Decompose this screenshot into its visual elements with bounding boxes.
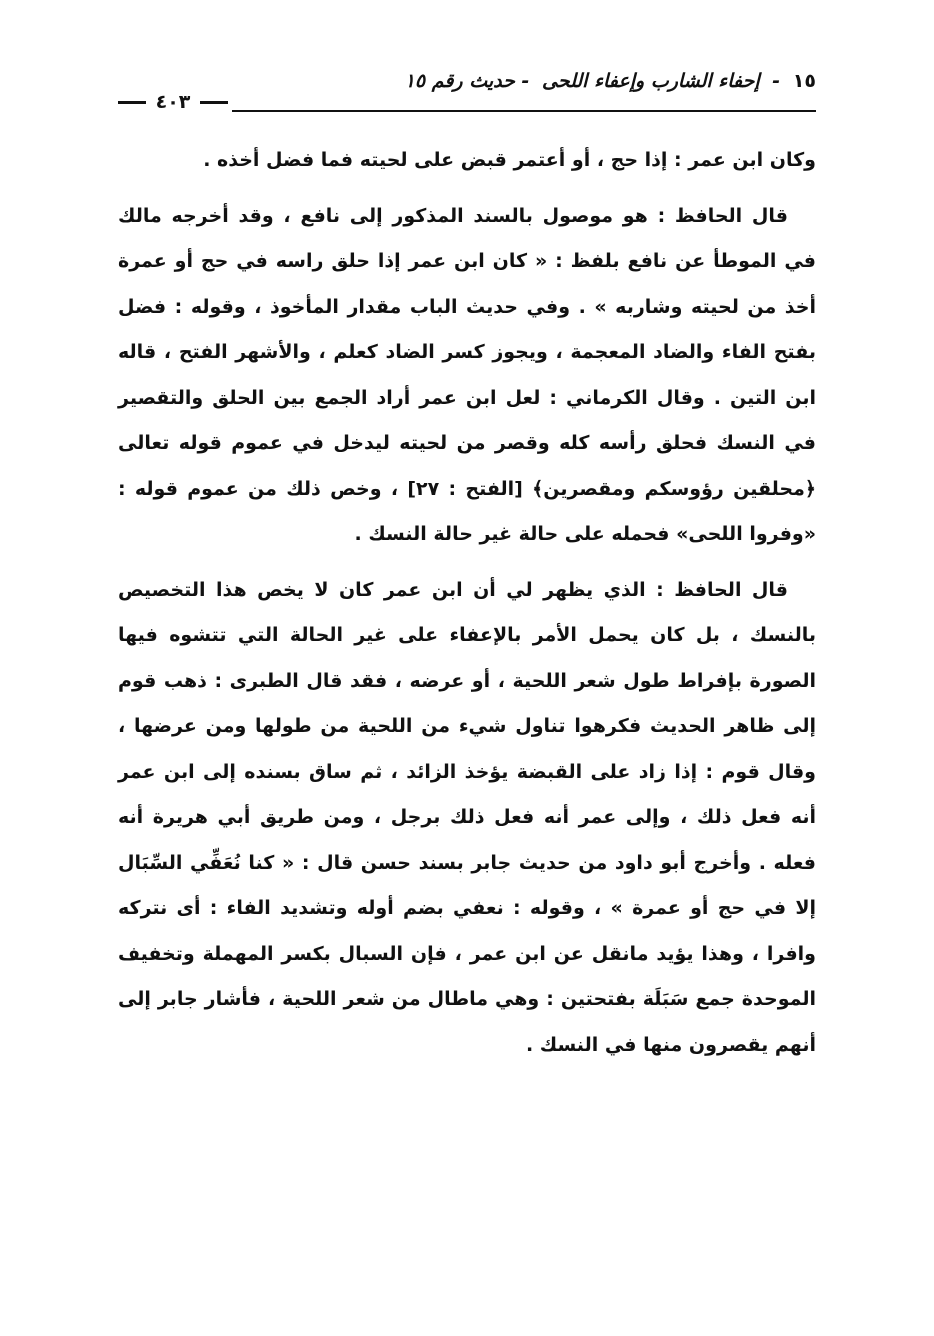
header-separator: -: [772, 70, 781, 92]
page-number-block: [118, 90, 228, 114]
paragraph-1: وكان ابن عمر : إذا حج ، أو أعتمر قبض على لحيته فما فضل أخذه .: [203, 149, 816, 171]
chapter-title: إحفاء الشارب وإعفاء اللحى: [542, 70, 760, 92]
hadith-label: - حديث رقم ١٥: [404, 70, 530, 92]
page-number-dash-left: [118, 101, 146, 104]
page-number-dash-right: [200, 101, 228, 104]
paragraph-2: قال الحافظ : هو موصول بالسند المذكور إلى نافع ، وقد أخرجه مالك في الموطأ عن نافع بلفظ : « كان ابن عمر إذا حلق راسه في حج أو عمرة أخذ من لحيته وشاربه » . وفي حديث الباب مقدار المأخوذ ، وقوله : فضل بفتح الفاء والضاد المعجمة ، ويجوز كسر الضاد كعلم ، والأشهر الفتح ، قاله ابن التين . وقال الكرماني : لعل ابن عمر أراد الجمع بين الحلق والتقصير في النسك فحلق رأسه كله وقصر من لحيته ليدخل في عموم قوله تعالى ﴿محلقين رؤوسكم ومقصرين﴾ [الفتح : ٢٧] ، وخص ذلك من عموم قوله : «وفروا اللحى» فحمله على حالة غير حالة النسك .: [118, 204, 816, 545]
page-number: ٤٠٣: [155, 91, 191, 113]
page-body: [118, 138, 816, 1068]
paragraph-3: قال الحافظ : الذي يظهر لي أن ابن عمر كان لا يخص هذا التخصيص بالنسك ، بل كان يحمل الأمر بالإعفاء على غير الحالة التي تتشوه فيها الصورة بإفراط طول شعر اللحية ، أو عرضه ، فقد قال الطبرى : ذهب قوم إلى ظاهر الحديث فكرهوا تناول شيء من اللحية من طولها ومن عرضها ، وقال قوم : إذا زاد على القبضة يؤخذ الزائد ، ثم ساق بسنده إلى ابن عمر أنه فعل ذلك ، وإلى عمر أنه فعل ذلك برجل ، ومن طريق أبي هريرة أنه فعله . وأخرج أبو داود من حديث جابر بسند حسن قال : « كنا نُعَفِّي السِّبَال إلا في حج أو عمرة » ، وقوله : نعفي بضم أوله وتشديد الفاء : أى نتركه وافرا ، وهذا يؤيد مانقل عن ابن عمر ، فإن السبال بكسر المهملة وتخفيف الموحدة جمع سَبَلَة بفتحتين : وهي ماطال من شعر اللحية ، فأشار جابر إلى أنهم يقصرون منها في النسك .: [118, 578, 816, 1056]
chapter-number: ١٥: [792, 70, 816, 92]
header-rule: [232, 110, 816, 112]
